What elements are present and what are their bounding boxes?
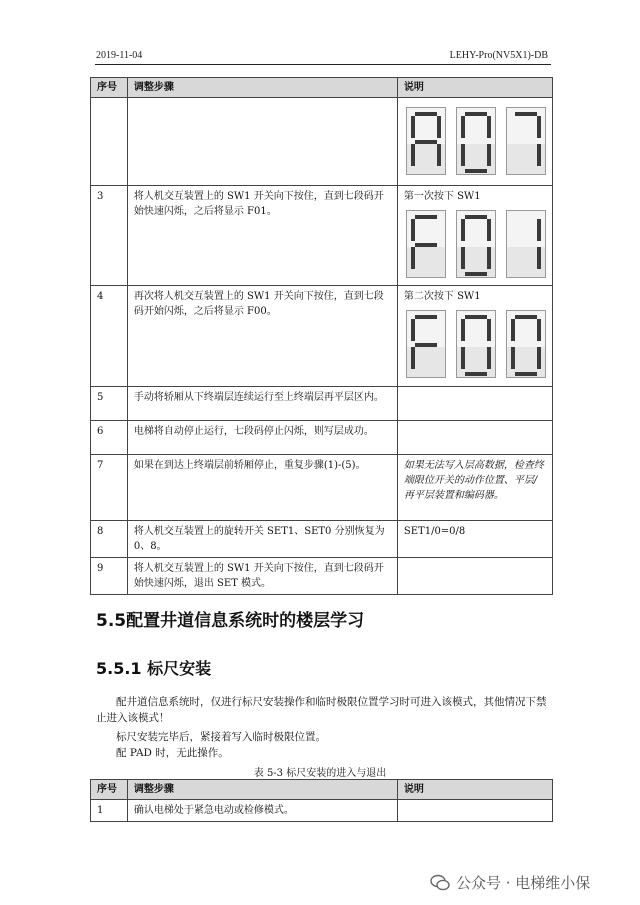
wechat-icon (430, 874, 450, 892)
segment-d (465, 272, 487, 276)
cell-note: SET1/0=0/8 (397, 521, 552, 558)
segment-b (487, 319, 491, 341)
seven-seg-digit (506, 210, 546, 278)
seven-seg-digit (456, 107, 496, 175)
segment-g (415, 140, 437, 144)
seven-seg-digit (456, 210, 496, 278)
table-row (91, 800, 553, 822)
segment-c (537, 247, 541, 269)
table-row (91, 387, 553, 421)
seven-seg-digit (406, 210, 446, 278)
cell-note: 第二次按下 SW1 (403, 291, 481, 302)
segment-a (415, 315, 437, 319)
col-header-note: 说明 (397, 78, 552, 98)
segment-c (487, 247, 491, 269)
segment-c (537, 347, 541, 369)
cell-step: 再次将人机交互装置上的 SW1 开关向下按住，直到七段码开始闪烁，之后将显示 F00。 (127, 286, 397, 387)
segment-e (411, 247, 415, 269)
ruler-install-table (90, 779, 553, 822)
segment-b (537, 319, 541, 341)
segment-f (461, 319, 465, 341)
segment-a (415, 112, 437, 116)
segment-g (415, 343, 437, 347)
cell-step: 将人机交互装置上的 SW1 开关向下按住，直到七段码开始快速闪烁，之后将显示 F01。 (127, 186, 397, 286)
segment-b (437, 116, 441, 138)
segment-d (465, 169, 487, 173)
table-row (91, 421, 553, 455)
segment-e (411, 144, 415, 166)
seven-seg-digit (406, 107, 446, 175)
cell-no (91, 98, 128, 186)
col-header-no: 序号 (91, 78, 128, 98)
segment-e (511, 347, 515, 369)
segment-f (411, 219, 415, 241)
table-row (91, 286, 553, 387)
segment-b (487, 219, 491, 241)
segment-a (415, 215, 437, 219)
watermark-text: 公众号 · 电梯维小保 (456, 874, 591, 892)
segment-c (487, 144, 491, 166)
col-header-step: 调整步骤 (127, 78, 397, 98)
segment-f (511, 319, 515, 341)
cell-step: 将人机交互装置上的 SW1 开关向下按住，直到七段码开始快速闪烁，退出 SET 模式。 (127, 558, 397, 595)
table-header-row (91, 78, 553, 98)
cell-note (397, 387, 552, 421)
cell-step: 手动将轿厢从下终端层连续运行至上终端层再平层区内。 (127, 387, 397, 421)
segment-b (537, 116, 541, 138)
segment-c (537, 144, 541, 166)
seven-seg-digit (506, 310, 546, 378)
cell-no: 7 (91, 455, 128, 521)
table-row (91, 98, 553, 186)
table-caption: 表 5-3 标尺安装的进入与退出 (253, 768, 387, 779)
subsection-title: 5.5.1 标尺安装 (96, 659, 212, 678)
seven-seg-digit (506, 107, 546, 175)
cell-note (397, 558, 552, 595)
cell-no: 6 (91, 421, 128, 455)
segment-e (411, 347, 415, 369)
segment-d (465, 372, 487, 376)
segment-e (461, 247, 465, 269)
col-header-no: 序号 (91, 780, 128, 800)
paragraph-2: 标尺安装完毕后，紧接着写入临时极限位置。 (116, 731, 326, 743)
seven-seg-display-f01 (406, 210, 546, 278)
segment-a (465, 112, 487, 116)
seven-seg-digit (406, 310, 446, 378)
segment-f (461, 116, 465, 138)
table-row (91, 558, 553, 595)
segment-e (461, 144, 465, 166)
cell-no: 3 (91, 186, 128, 286)
seven-seg-display-f00 (406, 310, 546, 378)
segment-b (487, 116, 491, 138)
segment-f (411, 116, 415, 138)
cell-no: 1 (91, 800, 128, 822)
cell-step: 如果在到达上终端层前轿厢停止，重复步骤(1)-(5)。 (127, 455, 397, 521)
steps-table (90, 77, 553, 595)
col-header-step: 调整步骤 (127, 780, 397, 800)
cell-step: 确认电梯处于紧急电动或检修模式。 (127, 800, 397, 822)
header-date: 2019-11-04 (96, 50, 143, 61)
segment-f (461, 219, 465, 241)
section-title: 5.5配置井道信息系统时的楼层学习 (96, 611, 365, 631)
seven-seg-digit (456, 310, 496, 378)
segment-f (411, 319, 415, 341)
cell-no: 8 (91, 521, 128, 558)
table-row (91, 521, 553, 558)
cell-step (127, 98, 397, 186)
cell-no: 5 (91, 387, 128, 421)
header-rule (95, 64, 551, 65)
segment-c (487, 347, 491, 369)
cell-note-warning: 如果无法写入层高数据，检查终端限位开关的动作位置、平层/再平层装置和编码器。 (397, 455, 552, 521)
cell-step: 电梯将自动停止运行，七段码停止闪烁，则写层成功。 (127, 421, 397, 455)
segment-b (537, 219, 541, 241)
paragraph-1: 配井道信息系统时，仅进行标尺安装操作和临时极限位置学习时可进入该模式，其他情况下禁止进入该模式！ (96, 696, 547, 724)
segment-a (515, 112, 537, 116)
segment-e (461, 347, 465, 369)
segment-a (515, 315, 537, 319)
paragraph-3: 配 PAD 时，无此操作。 (116, 747, 229, 759)
wechat-watermark (430, 872, 590, 893)
table-header-row (91, 780, 553, 800)
cell-step: 将人机交互装置上的旋转开关 SET1、SET0 分别恢复为 0、8。 (127, 521, 397, 558)
segment-a (465, 215, 487, 219)
cell-no: 9 (91, 558, 128, 595)
segment-g (415, 243, 437, 247)
cell-note (397, 421, 552, 455)
cell-no: 4 (91, 286, 128, 387)
segment-d (515, 372, 537, 376)
table-row (91, 455, 553, 521)
cell-note (397, 800, 552, 822)
segment-c (437, 144, 441, 166)
table-row (91, 186, 553, 286)
segment-a (465, 315, 487, 319)
header-model: LEHY-Pro(NV5X1)-DB (449, 50, 548, 61)
seven-seg-display-a07 (406, 107, 546, 175)
cell-note: 第一次按下 SW1 (403, 191, 481, 202)
col-header-note: 说明 (397, 780, 552, 800)
